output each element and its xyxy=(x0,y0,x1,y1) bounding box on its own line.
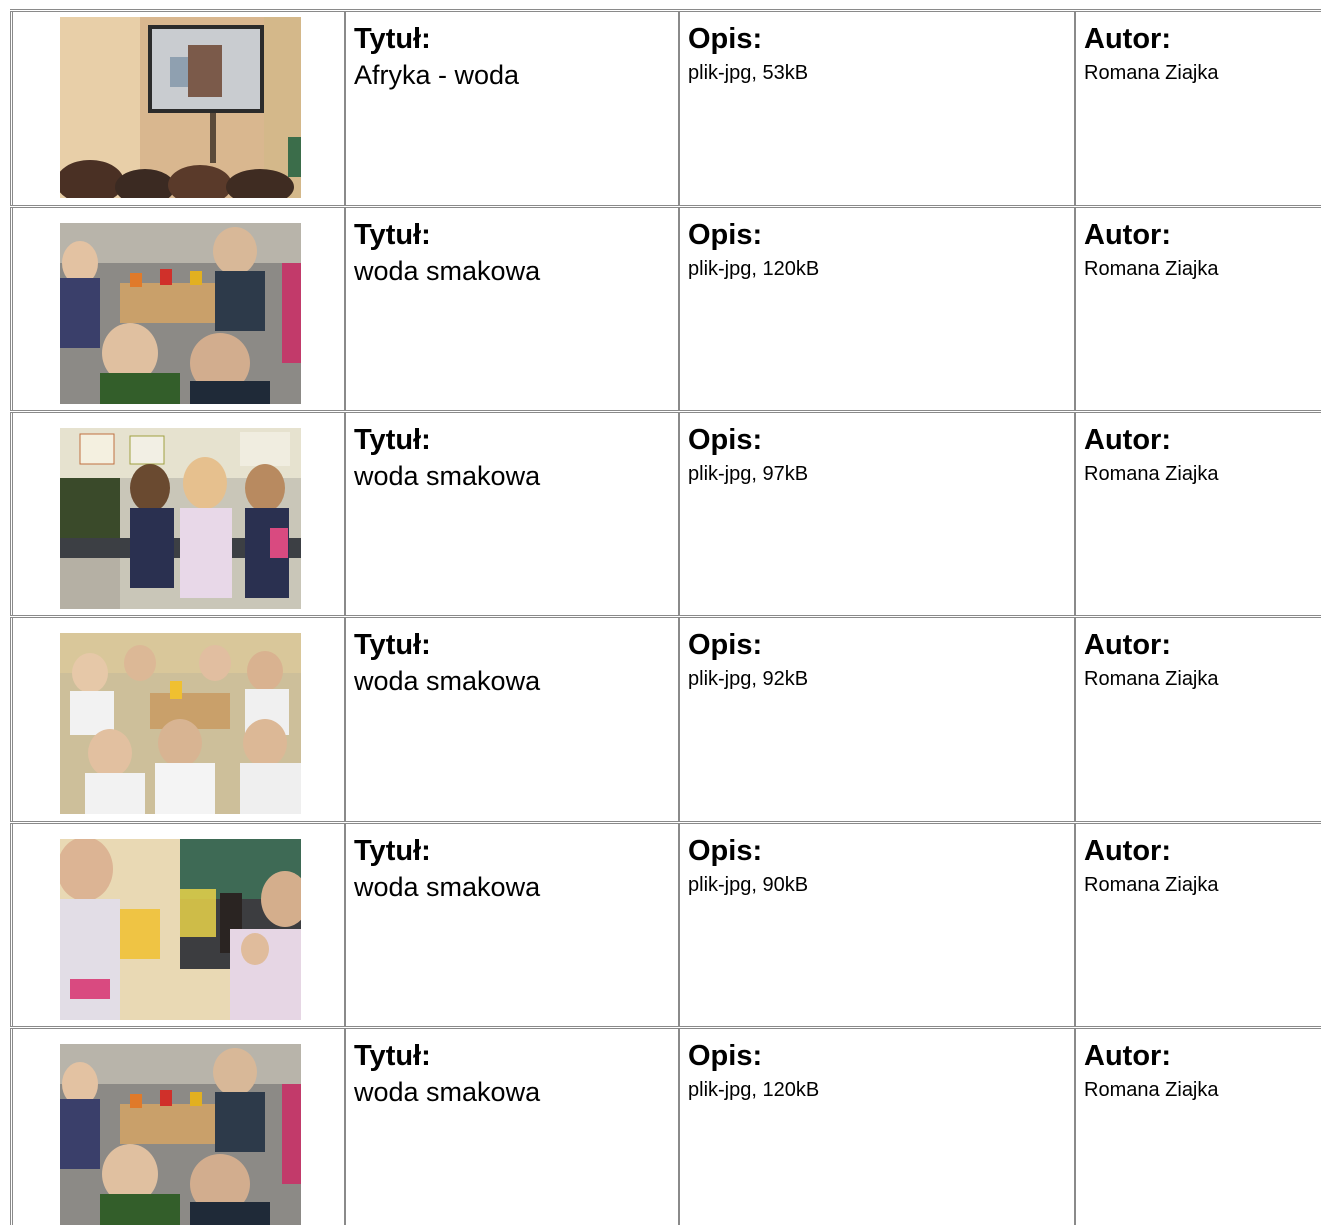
photo-description: plik-jpg, 120kB xyxy=(688,258,820,280)
photo-author: Romana Ziajka xyxy=(1084,874,1219,896)
description-cell xyxy=(678,618,1074,821)
description-label: Opis: xyxy=(688,219,763,251)
author-cell xyxy=(1074,413,1321,615)
photo-title: woda smakowa xyxy=(354,872,541,902)
children-with-jugs-photo xyxy=(60,839,301,1020)
photo-title: woda smakowa xyxy=(354,1077,541,1107)
photo-description: plik-jpg, 53kB xyxy=(688,62,809,84)
photo-title: woda smakowa xyxy=(354,256,541,286)
gallery-row xyxy=(10,615,1321,821)
author-label: Autor: xyxy=(1084,629,1171,661)
thumbnail-cell xyxy=(10,618,344,821)
photo-thumbnail-link[interactable] xyxy=(60,17,301,198)
photo-author: Romana Ziajka xyxy=(1084,62,1219,84)
description-cell xyxy=(678,824,1074,1026)
author-cell xyxy=(1074,618,1321,821)
description-label: Opis: xyxy=(688,1040,763,1072)
gallery-row xyxy=(10,1026,1321,1225)
photo-author: Romana Ziajka xyxy=(1084,1079,1219,1101)
author-label: Autor: xyxy=(1084,1040,1171,1072)
author-cell xyxy=(1074,824,1321,1026)
photo-author: Romana Ziajka xyxy=(1084,258,1219,280)
children-at-table-photo xyxy=(60,1044,301,1225)
thumbnail-cell xyxy=(10,413,344,615)
author-cell xyxy=(1074,12,1321,205)
description-label: Opis: xyxy=(688,23,763,55)
three-girls-drinking-photo xyxy=(60,428,301,609)
photo-author: Romana Ziajka xyxy=(1084,668,1219,690)
author-label: Autor: xyxy=(1084,835,1171,867)
photo-description: plik-jpg, 92kB xyxy=(688,668,809,690)
gallery-row xyxy=(10,9,1321,205)
gallery-row xyxy=(10,821,1321,1026)
gallery-row xyxy=(10,205,1321,410)
photo-thumbnail-link[interactable] xyxy=(60,633,301,814)
description-cell xyxy=(678,208,1074,410)
description-label: Opis: xyxy=(688,835,763,867)
title-label: Tytuł: xyxy=(354,23,431,55)
photo-thumbnail-link[interactable] xyxy=(60,223,301,404)
photo-author: Romana Ziajka xyxy=(1084,463,1219,485)
gallery-row xyxy=(10,410,1321,615)
classroom-projector-photo xyxy=(60,17,301,198)
thumbnail-cell xyxy=(10,824,344,1026)
group-children-drinking-photo xyxy=(60,633,301,814)
author-label: Autor: xyxy=(1084,23,1171,55)
title-label: Tytuł: xyxy=(354,835,431,867)
author-cell xyxy=(1074,1029,1321,1225)
title-label: Tytuł: xyxy=(354,629,431,661)
description-label: Opis: xyxy=(688,424,763,456)
photo-title: woda smakowa xyxy=(354,461,541,491)
photo-thumbnail-link[interactable] xyxy=(60,1044,301,1225)
thumbnail-cell xyxy=(10,208,344,410)
thumbnail-cell xyxy=(10,1029,344,1225)
title-cell xyxy=(344,12,678,205)
title-label: Tytuł: xyxy=(354,1040,431,1072)
photo-title: Afryka - woda xyxy=(354,60,520,90)
photo-thumbnail-link[interactable] xyxy=(60,839,301,1020)
title-label: Tytuł: xyxy=(354,219,431,251)
photo-description: plik-jpg, 120kB xyxy=(688,1079,820,1101)
description-cell xyxy=(678,413,1074,615)
description-label: Opis: xyxy=(688,629,763,661)
thumbnail-cell xyxy=(10,12,344,205)
author-label: Autor: xyxy=(1084,219,1171,251)
title-cell xyxy=(344,208,678,410)
author-label: Autor: xyxy=(1084,424,1171,456)
photo-thumbnail-link[interactable] xyxy=(60,428,301,609)
title-cell xyxy=(344,413,678,615)
description-cell xyxy=(678,12,1074,205)
photo-description: plik-jpg, 90kB xyxy=(688,874,809,896)
title-label: Tytuł: xyxy=(354,424,431,456)
description-cell xyxy=(678,1029,1074,1225)
photo-title: woda smakowa xyxy=(354,666,541,696)
photo-description: plik-jpg, 97kB xyxy=(688,463,809,485)
title-cell xyxy=(344,824,678,1026)
children-at-table-photo xyxy=(60,223,301,404)
title-cell xyxy=(344,1029,678,1225)
title-cell xyxy=(344,618,678,821)
author-cell xyxy=(1074,208,1321,410)
